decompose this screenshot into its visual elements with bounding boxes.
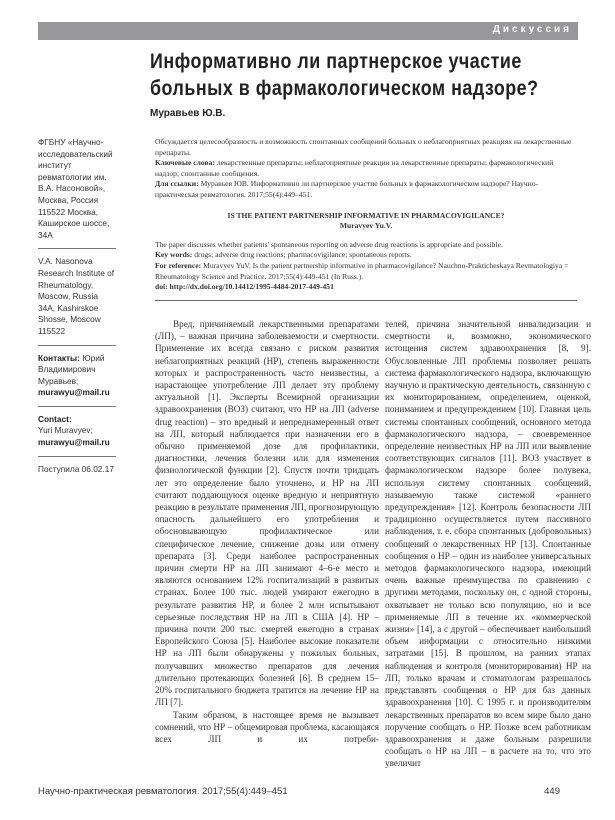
keywords-ru [155, 158, 577, 179]
doi-text[interactable]: doi: http://dx.doi.org/10.14412/1995-4484-2017-449-451 [155, 282, 334, 292]
abstract-en-text: The paper discusses whether patients' spontaneous reporting on adverse drug reactions is appropriate and possible. [155, 239, 503, 249]
keywords-en [155, 250, 577, 261]
cite-ru [155, 179, 577, 200]
doi-link[interactable] [155, 282, 577, 293]
article-author: Муравьев Ю.В. [150, 108, 226, 119]
sidebar [38, 137, 116, 489]
keywords-ru-text: лекарственные препараты; неблагоприятные реакции на лекарственные препараты; фармакологический надзор; спонтанные сообщения. [155, 158, 554, 178]
body-paragraph: Таким образом, в настоящее время не вызывает сомнений, что НР – общемировая проблема, касающаяся всех ЛП и их потреби- [155, 709, 379, 744]
abstract-ru-text: Обсуждается целесообразность и возможность спонтанных сообщений больных о неблагоприятных реакциях на лекарственные препараты. [155, 137, 572, 157]
section-band [38, 22, 578, 40]
affiliation-en: V.A. Nasonova Research Institute of Rheumatology, Moscow, Russia 34A, Kashirskoe Shosse, Moscow 115522 [38, 256, 116, 345]
section-label: Дискуссия [492, 24, 572, 35]
cite-en-label: For reference: [155, 260, 202, 270]
contact-label: Contact: [38, 413, 72, 424]
footer-journal: Научно-практическая ревматология. 2017;55(4):449–451 [38, 786, 288, 797]
cite-en [155, 261, 577, 282]
abstract-en-author: Muravyev Yu.V. [339, 221, 393, 231]
cite-en-text: Muravyev YuV. Is the patient partnership informative in pharmacovigilance? Nauchno-Prakticheskaya Revmatologiya = Rheumatology Science and Practice. 2017;55(4):449-451 (In Russ.). [155, 260, 569, 281]
page-number: 449 [544, 786, 560, 797]
contact-name: Yuri Muravyev; [38, 425, 93, 436]
affiliation-ru: ФГБНУ «Научно-исследовательский институт ревматологии им. В.А. Насоновой», Москва, Россия 115522 Москва, Каширское шоссе, 34А [38, 137, 116, 249]
keywords-ru-label: Ключевые слова: [155, 158, 215, 168]
contacts-name: Юрий Владимирович Муравьев; [38, 352, 105, 386]
abstract-divider [155, 300, 577, 301]
contacts-label: Контакты: [38, 352, 80, 363]
body-paragraph: Вред, причиняемый лекарственными препаратами (ЛП), – важная причина заболеваемости и смертности. Применение их всегда связано с риском развития неблагоприятных реакций (НР), степень выраженности которых и распространенность часто неизвестны, а нарастающее употребление ЛП делает эту проблему актуальной [1]. Эксперты Всемирной организации здравоохранения (ВОЗ) считают, что НР на ЛП (adverse drug reaction) – это вредный и непреднамеренный ответ на ЛП, который наблюдается при назначении его в обычно применяемой дозе для профилактики, диагностики, лечения болезни или для изменения физиологической функции [2]. Спустя почти тридцать лет это определение было уточнено, и НР на ЛП считают поддающуюся оценке вредную и неприятную реакцию в результате применения ЛП, прогнозирующую опасность дальнейшего его употребления и обосновывающую профилактическое или специфическое лечение, снижение дозы или отмену препарата [3]. Среди наиболее распространенных причин смерти НР на ЛП занимают 4–6-е место и являются основанием 12% госпитализаций в развитых странах. Более 100 тыс. людей умирают ежегодно в результате развития НР, и более 2 млн испытывают серьезные последствия НР на ЛП в США [4]. НР – причина почти 200 тыс. смертей ежегодно в странах Европейского Союза [5]. Наиболее высокие показатели НР на ЛП были обнаружены у пожилых больных, получавших множество препаратов для лечения длительно протекающих болезней [6]. В среднем 15–20% госпитального бюджета тратится на лечение НР на ЛП [7]. [155, 319, 379, 708]
abstract-en-title: IS THE PATIENT PARTNERSHIP INFORMATIVE IN PHARMACOVIGILANCE? [227, 210, 505, 220]
keywords-en-text: drugs; adverse drug reactions; pharmacovigilance; spontaneous reports. [194, 250, 412, 260]
contact-email[interactable]: murawyu@mail.ru [38, 437, 110, 448]
contacts-ru [38, 353, 116, 407]
received-date: Поступила 06.02.17 [38, 463, 114, 474]
body-column-1 [155, 318, 379, 745]
article-title: Информативно ли партнерское участие больных в фармакологическом надзоре? [150, 50, 539, 100]
contact-en [38, 414, 116, 457]
cite-ru-label: Для ссылки: [155, 179, 199, 189]
cite-ru-text: Муравьев ЮВ. Информативно ли партнерское участие больных в фармакологическом надзоре? Научно-практическая ревматология. 2017;55(4):449–451. [155, 179, 539, 199]
contacts-email[interactable]: murawyu@mail.ru [38, 387, 110, 398]
body-column-2 [385, 318, 591, 770]
keywords-en-label: Key words: [155, 250, 193, 260]
body-paragraph: телей, причина значительной инвалидизации и смертности и, возможно, экономического истощения систем здравоохранения [8, 9]. Обусловленные ЛП проблемы позволяет решать система фармакологического надзора, включающую научную и практическую деятельность, связанную с их мониторированием, определением, оценкой, пониманием и предупреждением [10]. Главная цель системы спонтанных сообщений, основного метода фармакологического надзора, – своевременное определение неизвестных НР на ЛП или выявление соответствующих сигналов [11]. ВОЗ участвует в фармакологическом надзоре более полувека, используя систему спонтанных сообщений, называемую также системой «раннего предупреждения» [12]. Контроль безопасности ЛП традиционно осуществляется путем пассивного наблюдения, т. е. сбора спонтанных (добровольных) сообщений о лекарственных НР [13]. Спонтанные сообщения о НР – один из наиболее универсальных методов фармакологического надзора, имеющий очень важные преимущества по сравнению с другими методами, поскольку он, с одной стороны, охватывает не только всю популяцию, но и все применяемые ЛП в течение их «коммерческой жизни» [14], а с другой – обеспечивает наибольший объем информации с относительно низкими затратами [15]. В прошлом, на ранних этапах наблюдения и контроля (мониторирования) НР на ЛП, только врачам и стоматологам разрешалось представлять сообщения о НР для баз данных здравоохранения [10]. С 1995 г. и производителям лекарственных препаратов во всем мире было дано поручение сообщать о НР. Позже всем работникам здравоохранения и даже больным разрешили сообщать о НР на ЛП – в расчете на то, что это увеличит [385, 319, 591, 769]
article-header [150, 48, 590, 119]
abstract [155, 137, 577, 293]
